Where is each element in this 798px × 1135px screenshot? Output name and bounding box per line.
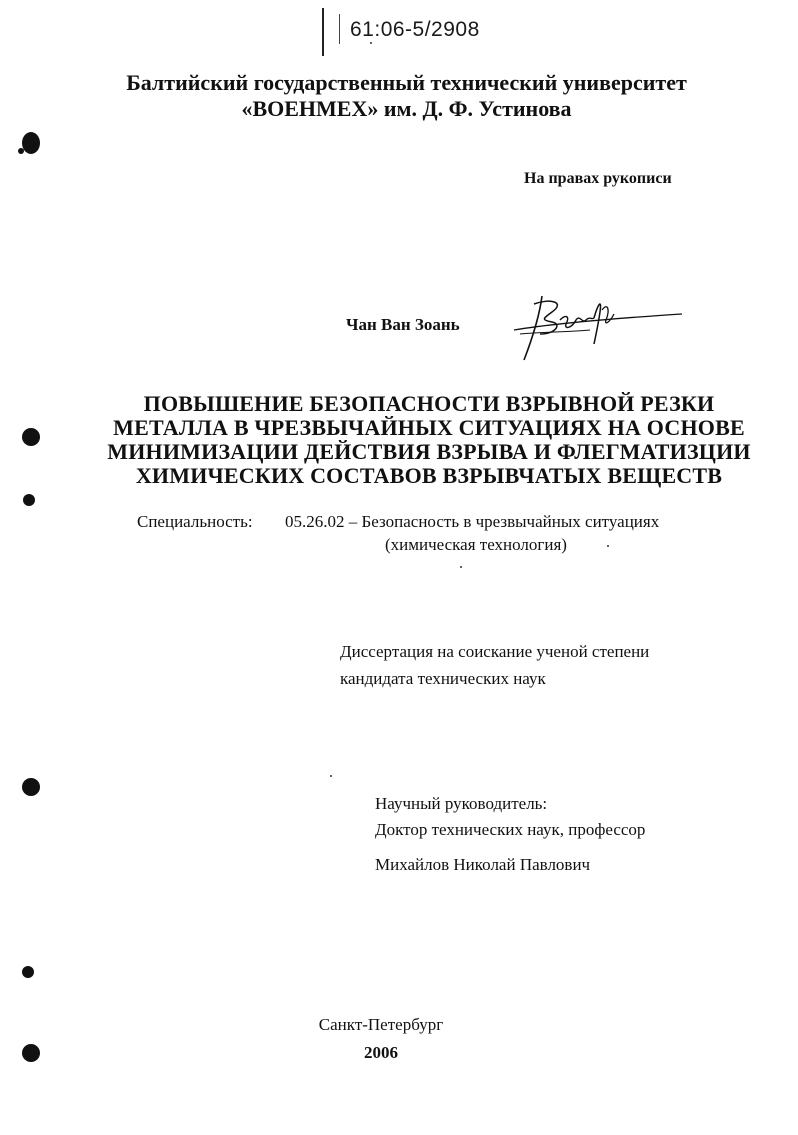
university-header: [0, 70, 798, 122]
scan-speck: [607, 545, 609, 547]
stamp-line: [339, 14, 340, 44]
specialty-label: Специальность:: [137, 512, 253, 531]
dissertation-line-2: кандидата технических наук: [340, 669, 546, 688]
title-line: МЕТАЛЛА В ЧРЕЗВЫЧАЙНЫХ СИТУАЦИЯХ НА ОСНОВЕ: [113, 415, 745, 440]
dissertation-line-1: Диссертация на соискание ученой степени: [340, 642, 650, 661]
punch-hole: [22, 428, 40, 446]
punch-hole: [22, 1044, 40, 1062]
university-line-1: Балтийский государственный технический университет: [126, 70, 687, 95]
punch-hole: [22, 132, 40, 154]
city: Санкт-Петербург: [318, 1015, 444, 1034]
punch-hole: [22, 966, 34, 978]
title-line: МИНИМИЗАЦИИ ДЕЙСТВИЯ ВЗРЫВА И ФЛЕГМАТИЗЦИИ: [107, 439, 751, 464]
rights-note: На правах рукописи: [524, 170, 672, 187]
dissertation-title: [60, 392, 798, 488]
footer: [0, 1015, 798, 1063]
year: 2006: [364, 1043, 398, 1062]
stamp-line: [322, 8, 324, 56]
specialty-line-2: (химическая технология): [385, 535, 567, 554]
scan-speck: [330, 775, 332, 777]
specialty-line-1: 05.26.02 – Безопасность в чрезвычайных ситуациях: [285, 512, 660, 531]
punch-hole: [22, 778, 40, 796]
punch-hole: [18, 148, 24, 154]
dissertation-note: [340, 638, 649, 692]
author-name: Чан Ван Зоань: [346, 315, 460, 334]
catalog-number: 61:06-5/2908: [350, 18, 480, 41]
title-line: ХИМИЧЕСКИХ СОСТАВОВ ВЗРЫВЧАТЫХ ВЕЩЕСТВ: [135, 463, 723, 488]
supervisor-name: Михайлов Николай Павлович: [375, 855, 591, 874]
title-line: ПОВЫШЕНИЕ БЕЗОПАСНОСТИ ВЗРЫВНОЙ РЕЗКИ: [143, 391, 715, 416]
supervisor-degree: Доктор технических наук, профессор: [375, 820, 646, 839]
university-line-2: «ВОЕНМЕХ» им. Д. Ф. Устинова: [241, 96, 572, 121]
scan-speck: [370, 42, 372, 44]
signature: [510, 290, 690, 370]
punch-hole: [23, 494, 35, 506]
scan-speck: [460, 566, 462, 568]
supervisor-label: Научный руководитель:: [375, 794, 548, 813]
supervisor-block: [375, 791, 645, 878]
